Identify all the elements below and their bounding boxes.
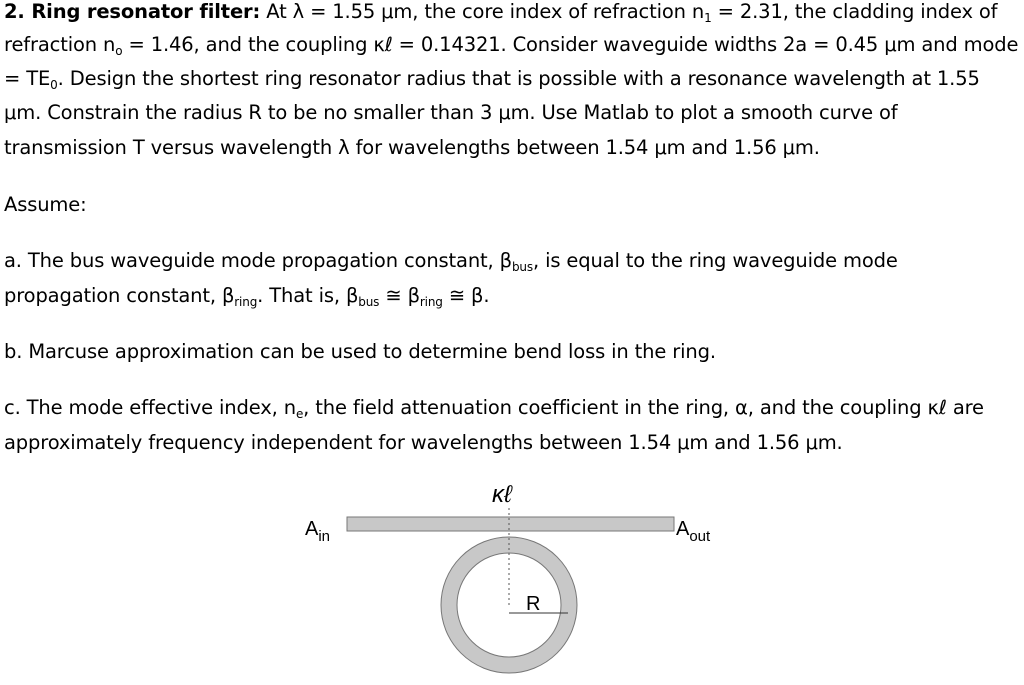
item-c-line-2: approximately frequency independent for wavelengths between 1.54 μm and 1.56 μm. [4,431,843,454]
a-in-label: $A_{in}$ [305,518,331,545]
bus-waveguide [347,517,674,531]
problem-line-5: transmission T versus wavelength λ for wavelengths between 1.54 μm and 1.56 μm. [4,136,820,159]
problem-line-2: refraction $n_o = 1.46$, and the coupling κℓ = 0.14321. Consider waveguide widths 2a = 0.45 μm and mode [4,33,1019,58]
problem-line-4: μm. Constrain the radius R to be no smaller than 3 μm. Use Matlab to plot a smooth curve of [4,101,898,124]
coupling-label: κℓ [492,481,512,508]
item-c-line-1: c. The mode effective index, $n_e$, the field attenuation coefficient in the ring, α, and the coupling κℓ are [4,396,984,421]
a-out-label: $A_{out}$ [676,518,711,545]
item-a-line-2: propagation constant, $\beta_{ring}$. That is, $\beta_{bus}$ ≅ $\beta_{ring}$ ≅ β. [4,284,490,309]
assume-heading: Assume: [4,193,87,216]
radius-label: R [526,593,541,615]
item-b-line: b. Marcuse approximation can be used to determine bend loss in the ring. [4,340,716,363]
problem-line-3: = $TE_0$. Design the shortest ring resonator radius that is possible with a resonance wavelength at 1.55 [4,67,980,92]
problem-title: 2. Ring resonator filter: [4,0,261,23]
item-a-line-1: a. The bus waveguide mode propagation constant, $\beta_{bus}$, is equal to the ring waveguide mode [4,249,898,274]
problem-line-1: 2. Ring resonator filter: At λ = 1.55 μm, the core index of refraction $n_1 = 2.31$, the cladding index of [4,0,998,25]
